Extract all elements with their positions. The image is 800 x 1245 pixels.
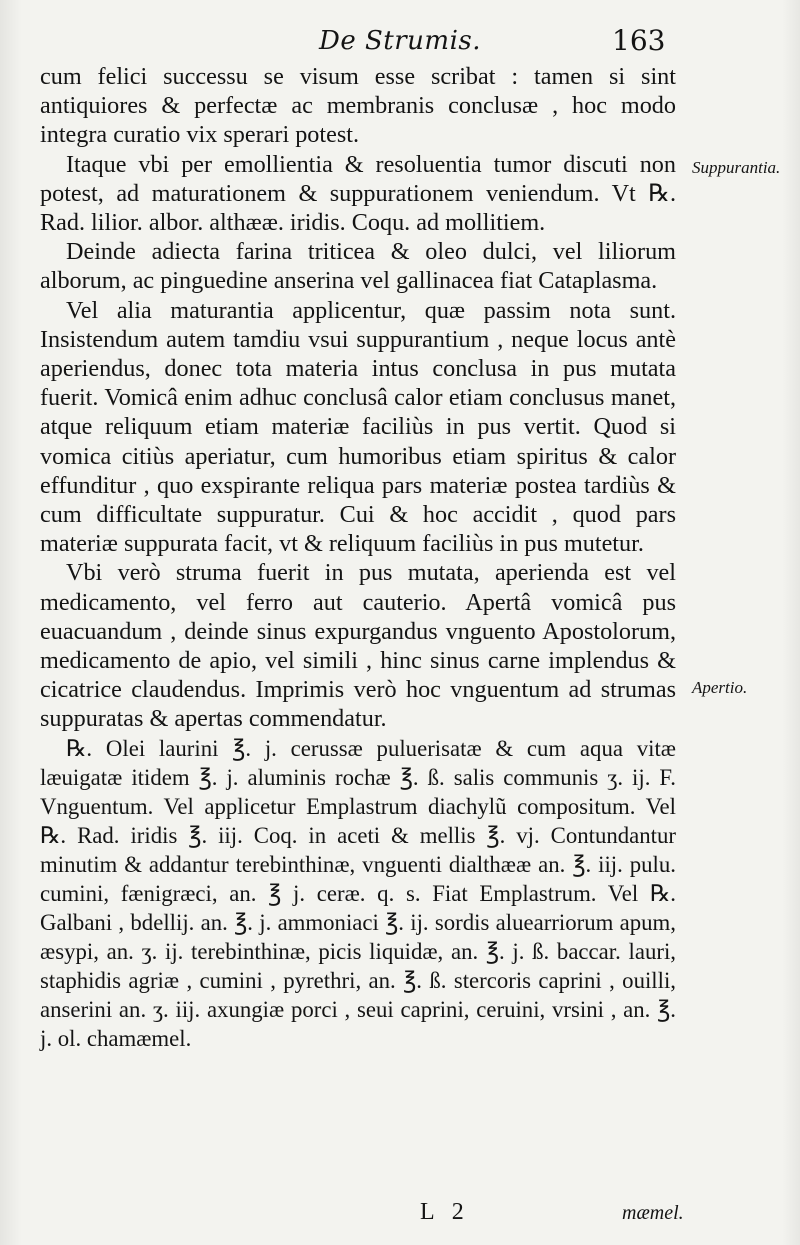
signature-mark: L 2 — [420, 1199, 470, 1225]
paragraph-maturantia: Vel alia maturantia applicentur, quæ passim nota sunt. Insistendum autem tamdiu vsui suppurantium , neque locus antè aperiendus, donec tota materia intus conclusa in pus mutata fuerit. Vomicâ enim adhuc conclusâ calor etiam conclusus manet, atque reliquum etiam materiæ faciliùs in pus vertit. Quod si vomica citiùs aperiatur, cum humoribus etiam spiritus & calor effunditur , quo exspirante reliqua pars materiæ postea tardiùs & cum difficultate suppuratur. Cui & hoc accidit , quod pars materiæ suppurata facit, vt & reliquum faciliùs in pus mutetur. — [40, 296, 676, 558]
paragraph-suppuration: Itaque vbi per emollientia & resoluentia tumor discuti non potest, ad maturationem & suppurationem veniendum. Vt ℞. Rad. lilior. albor. althææ. iridis. Coqu. ad mollitiem. — [40, 150, 676, 237]
paragraph-cataplasm: Deinde adiecta farina triticea & oleo dulci, vel liliorum alborum, ac pinguedine anserina vel gallinacea fiat Cataplasma. — [40, 238, 676, 295]
margin-note-apertio: Apertio. — [692, 678, 748, 697]
catchword: mæmel. — [622, 1202, 684, 1224]
main-text — [40, 62, 676, 1053]
paragraph-continuation: cum felici successu se visum esse scribat : tamen si sint antiquiores & perfectæ ac membranis conclusæ , hoc modo integra curatio vix sperari potest. — [40, 63, 676, 149]
paragraph-recipe: ℞. Olei laurini ℥. j. cerussæ puluerisatæ & cum aqua vitæ læuigatæ itidem ℥. j. aluminis rochæ ℥. ß. salis communis ʒ. ij. F. Vnguentum. Vel applicetur Emplastrum diachylũ compositum. Vel ℞. Rad. iridis ℥. iij. Coq. in aceti & mellis ℥. vj. Contundantur minutim & addantur terebinthinæ, vnguenti dialthææ an. ℥. iij. pulu. cumini, fænigræci, an. ℥ j. ceræ. q. s. Fiat Emplastrum. Vel ℞. Galbani , bdellij. an. ℥. j. ammoniaci ℥. ij. sordis aluearriorum apum, æsypi, an. ʒ. ij. terebinthinæ, picis liquidæ, an. ℥. j. ß. baccar. lauri, staphidis agriæ , cumini , pyrethri, an. ℥. ß. stercoris caprini , ouilli, anserini an. ʒ. iij. axungiæ porci , seui caprini, ceruini, vrsini , an. ℥. j. ol. chamæmel. — [40, 735, 676, 1051]
paragraph-apertio: Vbi verò struma fuerit in pus mutata, aperienda est vel medicamento, vel ferro aut cauterio. Apertâ vomicâ pus euacuandum , deinde sinus expurgandus vnguento Apostolorum, medicamento de apio, vel simili , hinc sinus carne implendus & cicatrice claudendus. Imprimis verò hoc vnguentum ad strumas suppuratas & apertas commendatur. — [40, 559, 676, 733]
running-title: De Strumis. — [318, 26, 481, 56]
margin-note-suppurantia: Suppurantia. — [692, 158, 781, 177]
page-number: 163 — [612, 24, 666, 57]
